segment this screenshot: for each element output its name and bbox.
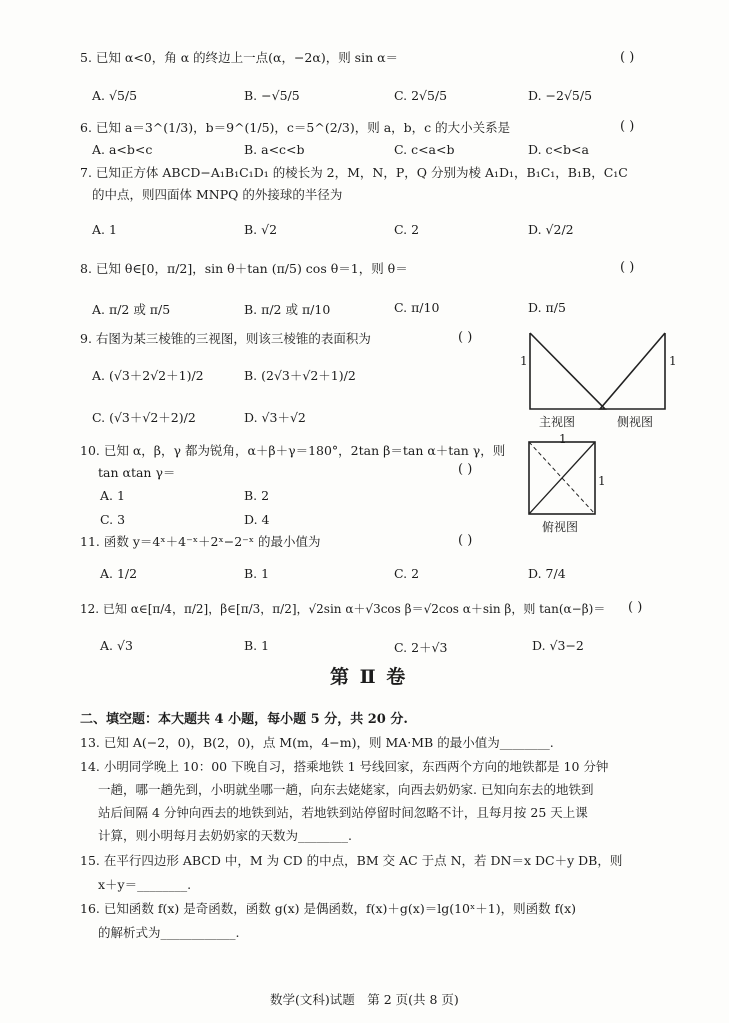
q5-option-a: A. √5/5 (92, 88, 138, 103)
q12-option-d: D. √3−2 (532, 638, 584, 653)
q12-stem: 12. 已知 α∈[π/4，π/2]，β∈[π/3，π/2]，√2sin α＋√3cos β＝√2cos α＋sin β，则 tan(α−β)＝ (80, 602, 606, 616)
side-view-height-label: 1 (669, 354, 677, 368)
q8-option-c: C. π/10 (394, 300, 440, 315)
q10-option-b: B. 2 (244, 488, 270, 503)
q5-option-c: C. 2√5/5 (394, 88, 448, 103)
side-view-label: 侧视图 (617, 415, 654, 429)
q14-line3: 站后间隔 4 分钟向西去的地铁到站，若地铁到站停留时间忽略不计，且每月按 25 天上课 (98, 805, 588, 820)
q9-option-a: A. (√3＋2√2＋1)/2 (92, 368, 204, 383)
front-view-height-label: 1 (520, 354, 528, 368)
q10-option-d: D. 4 (244, 512, 270, 527)
q5-paren: ( ) (620, 50, 635, 65)
q7-option-a: A. 1 (92, 222, 117, 237)
q11-paren: ( ) (458, 533, 473, 548)
q15-line1: 15. 在平行四边形 ABCD 中，M 为 CD 的中点，BM 交 AC 于点 N，若 DN＝x DC＋y DB，则 (80, 853, 623, 868)
q16-line1: 16. 已知函数 f(x) 是奇函数，函数 g(x) 是偶函数，f(x)＋g(x)＝lg(10ˣ＋1)，则函数 f(x) (80, 901, 577, 916)
q7-option-c: C. 2 (394, 222, 420, 237)
q7-stem-line2: 的中点，则四面体 MNPQ 的外接球的半径为 (92, 187, 343, 202)
top-view-height-label: 1 (598, 474, 606, 488)
q10-option-a: A. 1 (100, 488, 125, 503)
front-view-triangle (530, 333, 605, 409)
q6-option-b: B. a<c<b (244, 142, 305, 157)
q14-line1: 14. 小明同学晚上 10：00 下晚自习，搭乘地铁 1 号线回家，东西两个方向的地铁都是 10 分钟 (80, 759, 609, 774)
q11-option-d: D. 7/4 (528, 566, 566, 581)
q8-option-a: A. π/2 或 π/5 (92, 302, 171, 317)
top-view-width-label: 1 (559, 432, 567, 446)
q9-option-c: C. (√3＋√2＋2)/2 (92, 410, 196, 425)
q7-option-d: D. √2/2 (528, 222, 574, 237)
q14-line2: 一趟，哪一趟先到，小明就坐哪一趟，向东去姥姥家，向西去奶奶家. 已知向东去的地铁到 (98, 782, 594, 797)
q10-option-c: C. 3 (100, 512, 126, 527)
q5-stem: 5. 已知 α<0，角 α 的终边上一点(α，−2α)，则 sin α＝ (80, 50, 399, 65)
q6-paren: ( ) (620, 119, 635, 134)
q9-option-b: B. (2√3＋√2＋1)/2 (244, 368, 356, 383)
q8-paren: ( ) (620, 260, 635, 275)
q12-option-c: C. 2＋√3 (394, 640, 448, 655)
three-view-figure (515, 325, 685, 540)
q10-paren: ( ) (458, 462, 473, 477)
q8-stem: 8. 已知 θ∈[0，π/2]，sin θ＋tan (π/5) cos θ＝1，则 θ＝ (80, 261, 408, 276)
q15-line2: x＋y＝________. (98, 877, 192, 892)
q12-option-b: B. 1 (244, 638, 270, 653)
q11-option-b: B. 1 (244, 566, 270, 581)
q10-stem-line2: tan αtan γ＝ (98, 465, 176, 480)
q12-option-a: A. √3 (100, 638, 133, 653)
q5-option-d: D. −2√5/5 (528, 88, 593, 103)
q11-stem: 11. 函数 y＝4ˣ＋4⁻ˣ＋2ˣ−2⁻ˣ 的最小值为 (80, 534, 321, 549)
q9-paren: ( ) (458, 330, 473, 345)
q6-option-a: A. a<b<c (92, 142, 153, 157)
q12-paren: ( ) (628, 600, 643, 615)
q10-stem-line1: 10. 已知 α，β，γ 都为锐角，α＋β＋γ＝180°，2tan β＝tan α＋tan γ，则 (80, 443, 506, 458)
fill-in-section-heading: 二、填空题：本大题共 4 小题，每小题 5 分，共 20 分. (80, 712, 408, 727)
q6-option-c: C. c<a<b (394, 142, 455, 157)
part2-title: 第 Ⅱ 卷 (330, 666, 408, 688)
q9-option-d: D. √3＋√2 (244, 410, 306, 425)
q13-stem: 13. 已知 A(−2，0)，B(2，0)，点 M(m，4−m)，则 MA·MB 的最小值为________. (80, 735, 554, 750)
top-view-label: 俯视图 (542, 520, 579, 534)
q11-option-a: A. 1/2 (100, 566, 138, 581)
q16-line2: 的解析式为____________. (98, 925, 240, 940)
q6-stem: 6. 已知 a＝3^(1/3)，b＝9^(1/5)，c＝5^(2/3)，则 a，b，c 的大小关系是 (80, 120, 511, 135)
q8-option-d: D. π/5 (528, 300, 566, 315)
q7-option-b: B. √2 (244, 222, 278, 237)
q5-option-b: B. −√5/5 (244, 88, 300, 103)
side-view-triangle (600, 333, 665, 409)
q14-line4: 计算，则小明每月去奶奶家的天数为________. (98, 828, 352, 843)
q9-stem: 9. 右图为某三棱锥的三视图，则该三棱锥的表面积为 (80, 331, 371, 346)
q7-stem-line1: 7. 已知正方体 ABCD−A₁B₁C₁D₁ 的棱长为 2，M，N，P，Q 分别为棱 A₁D₁，B₁C₁，B₁B，C₁C (80, 165, 628, 180)
q8-option-b: B. π/2 或 π/10 (244, 302, 331, 317)
front-view-label: 主视图 (539, 415, 576, 429)
page-footer: 数学(文科)试题 第 2 页(共 8 页) (270, 992, 459, 1007)
q11-option-c: C. 2 (394, 566, 420, 581)
q6-option-d: D. c<b<a (528, 142, 589, 157)
